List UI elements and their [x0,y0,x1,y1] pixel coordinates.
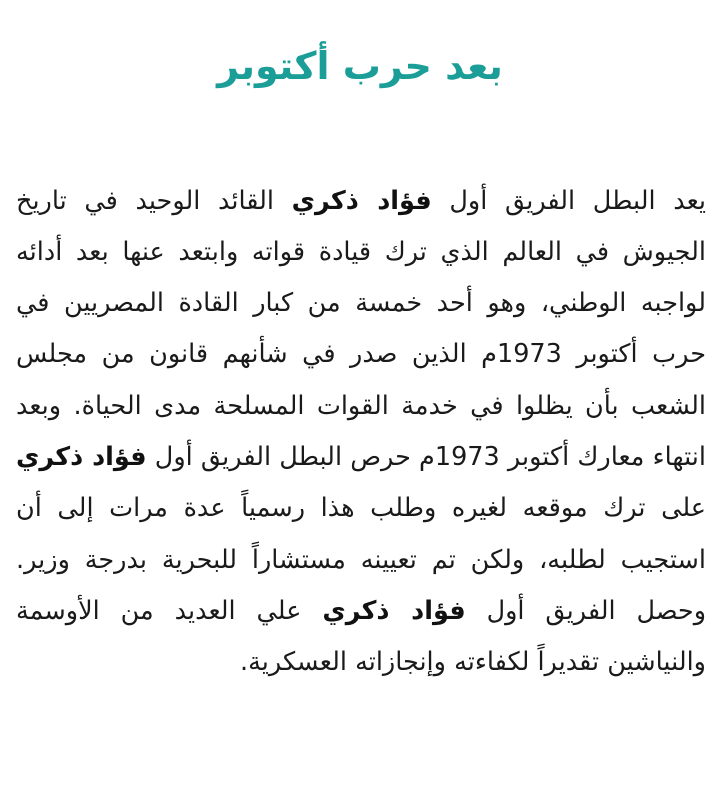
person-name: فؤاد ذكري [16,441,147,472]
text-segment: يعد البطل الفريق أول [431,185,706,216]
text-segment: على ترك موقعه لغيره وطلب هذا رسمياً عدة مرات إلى أن استجيب لطلبه، ولكن تم تعيينه مستشاراً للبحرية بدرجة وزير. وحصل الفريق أول [16,493,707,626]
text-segment: القائد الوحيد في تاريخ الجيوش في العالم الذي ترك قيادة قواته وابتعد عنها بعد أدائه لواجبه الوطني، وهو أحد خمسة من كبار القادة المصريين في حرب أكتوبر 1973م الذين صدر في شأنهم قانون من مجلس الشعب بأن يظلوا في خدمة القوات المسلحة مدى الحياة. وبعد انتهاء معارك أكتوبر 1973م حرص البطل الفريق أول [16,185,706,472]
article-paragraph [16,176,706,689]
page-title: بعد حرب أكتوبر [217,44,503,88]
person-name: فؤاد ذكري [322,595,466,626]
text-segment: علي العديد من الأوسمة والنياشين تقديراً لكفاءته وإنجازاته العسكرية. [16,595,706,678]
person-name: فؤاد ذكري [291,185,432,216]
